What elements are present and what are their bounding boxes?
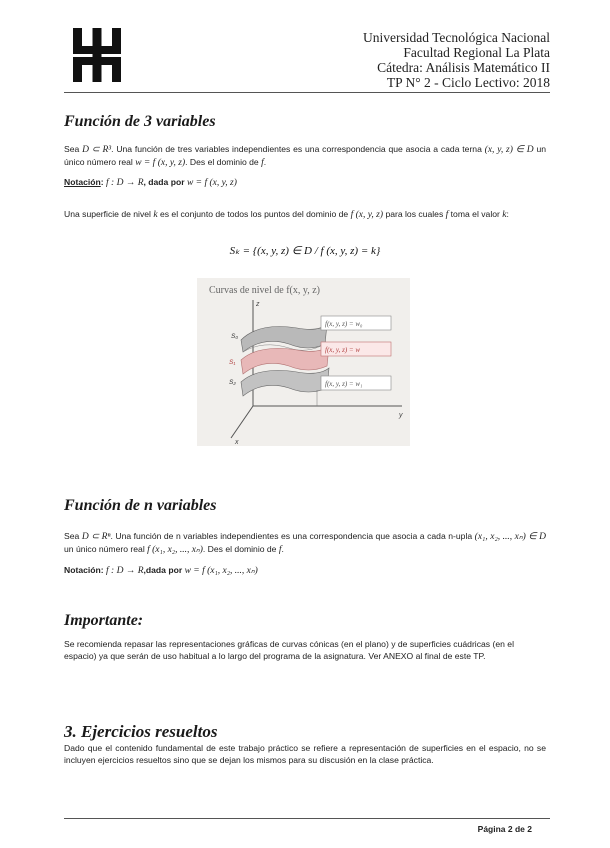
- paragraph-level-surface: Una superficie de nivel k es el conjunto de todos los puntos del dominio de f (x, y, z) para los cuales f toma el valor k:: [64, 209, 509, 220]
- header-tp: TP N° 2 - Ciclo Lectivo: 2018: [386, 75, 550, 90]
- paragraph-important: Se recomienda repasar las representaciones gráficas de curvas cónicas (en el plano) y de superficies cuádricas (en el espacio) ya que serán de uso habitual a lo largo del programa de la asignatura. Ver ANEXO al final de este TP.: [64, 639, 514, 661]
- label-top: f(x, y, z) = w₀: [325, 320, 363, 328]
- header-university: Universidad Tecnológica Nacional: [363, 30, 550, 45]
- section-title-3-variables: Función de 3 variables: [64, 113, 216, 130]
- paragraph-definition-3-variables: Sea D ⊂ R³. Una función de tres variables independientes es una correspondencia que asocia a cada terna (x, y, z) ∈ D un único número real w = f (x, y, z). Des el dominio de f.: [64, 144, 546, 168]
- surface-s0-label: S₀: [231, 333, 239, 340]
- section-title-important: Importante:: [64, 612, 144, 629]
- paragraph-definition-n-variables: Sea D ⊂ Rⁿ. Una función de n variables independientes es una correspondencia que asocia a cada n-upla (x₁, x₂, ..., xₙ) ∈ D un único número real f (x₁, x₂, ..., xₙ). Des el dominio de f.: [64, 531, 546, 555]
- utn-logo: [70, 26, 124, 84]
- notation-n-variables: Notación: f : D → R,dada por w = f (x₁, x₂, ..., xₙ): [64, 565, 258, 576]
- header-divider: [64, 92, 550, 93]
- label-mid: f(x, y, z) = w: [325, 346, 361, 354]
- surface-s2-label: S₂: [229, 379, 236, 386]
- label-bot: f(x, y, z) = w₁: [325, 380, 363, 388]
- figure-title: Curvas de nivel de f(x, y, z): [209, 285, 320, 296]
- section-title-solved-exercises: 3. Ejercicios resueltos: [64, 722, 218, 741]
- section-title-n-variables: Función de n variables: [64, 497, 217, 514]
- notation-3-variables: Notación: f : D → R, dada por w = f (x, y, z): [64, 177, 237, 188]
- page-header: [363, 30, 550, 90]
- paragraph-solved-exercises: Dado que el contenido fundamental de este trabajo práctico se refiere a representación de superficies en el espacio, no se incluyen ejercicios resueltos sino que se dejan los mismos para su discusión en la clase práctica.: [64, 743, 546, 765]
- axis-z-label: z: [256, 301, 260, 308]
- axis-x-label: x: [235, 439, 239, 446]
- level-surfaces-figure: [197, 278, 410, 446]
- footer-divider: [64, 818, 550, 819]
- axis-y-label: y: [399, 412, 403, 419]
- header-faculty: Facultad Regional La Plata: [403, 45, 550, 60]
- level-surface-formula: Sₖ = {(x, y, z) ∈ D / f (x, y, z) = k}: [229, 245, 381, 257]
- surface-s1-label: S₁: [229, 359, 236, 366]
- header-chair: Cátedra: Análisis Matemático II: [377, 60, 550, 75]
- page-number: Página 2 de 2: [477, 824, 532, 834]
